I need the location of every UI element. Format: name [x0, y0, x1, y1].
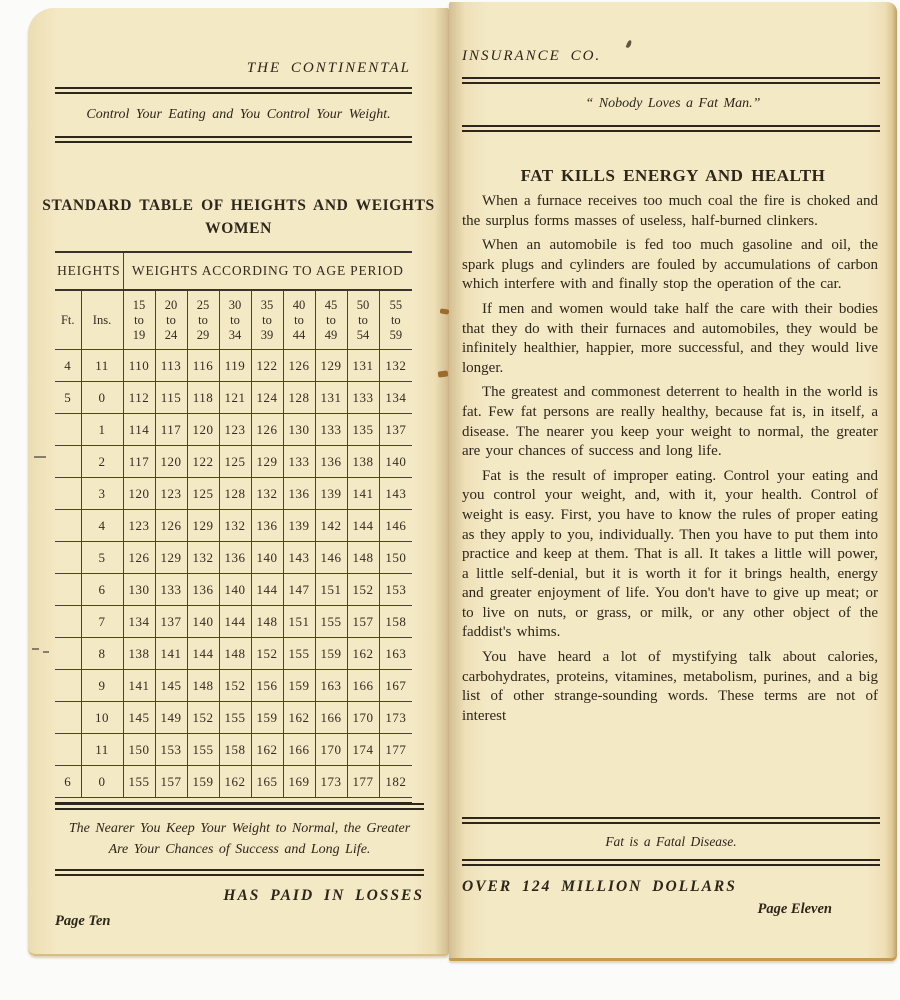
margin-pencil-mark — [32, 648, 39, 650]
table-cell: 173 — [315, 766, 347, 798]
table-row — [55, 766, 412, 798]
table-cell: 7 — [81, 606, 123, 638]
table-row — [55, 414, 412, 446]
table-cell: 163 — [315, 670, 347, 702]
table-cell: 6 — [81, 574, 123, 606]
paragraph: Fat is the result of improper eating. Control your eating and you control your weight, and, with it, your health. Control of weight is easy. First, you have to know the rules of proper eating as they apply to you, individually. Then you have to put them into practice and keep at them. That is all. It takes a little will power, a little self-denial, but it is worth it for it brings health, energy and greater enjoyment of life. You don't have to give up meat; or to live on nuts, or grass, or milk, or any other object of the faddist's whims. — [462, 467, 878, 641]
table-cell: 136 — [315, 446, 347, 478]
table-title — [28, 197, 449, 238]
left-page-motto: Control Your Eating and You Control Your Weight. — [86, 107, 391, 122]
left-page-footer — [55, 803, 424, 930]
divider-rule — [55, 87, 412, 94]
footer-motto-line1: The Nearer You Keep Your Weight to Normal, the Greater — [68, 821, 411, 837]
table-cell: 133 — [315, 414, 347, 446]
table-cell: 110 — [123, 350, 155, 382]
table-cell: 170 — [347, 702, 379, 734]
footer-banner-right: OVER 124 MILLION DOLLARS — [462, 878, 737, 895]
table-cell: 132 — [251, 478, 283, 510]
table-cell: 169 — [283, 766, 315, 798]
table-row — [55, 382, 412, 414]
table-cell: 123 — [219, 414, 251, 446]
table-cell: 158 — [219, 734, 251, 766]
weights-table — [55, 251, 412, 798]
table-cell: 151 — [283, 606, 315, 638]
table-cell — [55, 638, 81, 670]
table-cell: 130 — [283, 414, 315, 446]
table-cell — [55, 670, 81, 702]
table-cell: 0 — [81, 382, 123, 414]
page-number-right: Page Eleven — [757, 901, 832, 917]
table-cell: 6 — [55, 766, 81, 798]
table-cell: 126 — [251, 414, 283, 446]
divider-rule — [462, 859, 880, 866]
table-cell: 129 — [251, 446, 283, 478]
table-cell: 120 — [187, 414, 219, 446]
table-cell: 140 — [187, 606, 219, 638]
table-cell: 140 — [379, 446, 412, 478]
table-cell: 138 — [123, 638, 155, 670]
divider-rule — [55, 803, 424, 810]
table-cell: 166 — [315, 702, 347, 734]
table-cell: 132 — [187, 542, 219, 574]
table-cell — [55, 414, 81, 446]
paragraph: When an automobile is fed too much gasoline and oil, the spark plugs and cylinders are fouled by accumulations of carbon which interfere with and finally stop the operation of the car. — [462, 237, 878, 293]
table-cell: 10 — [81, 702, 123, 734]
table-row — [55, 606, 412, 638]
table-cell: 9 — [81, 670, 123, 702]
table-cell — [55, 542, 81, 574]
table-cell: 167 — [379, 670, 412, 702]
table-cell — [55, 510, 81, 542]
table-cell — [55, 702, 81, 734]
table-cell: 3 — [81, 478, 123, 510]
table-cell: 113 — [155, 350, 187, 382]
age-column-header: 15 to 19 — [123, 290, 155, 350]
table-cell: 130 — [123, 574, 155, 606]
running-head-right: INSURANCE CO. — [462, 48, 602, 64]
table-cell: 141 — [123, 670, 155, 702]
table-cell: 146 — [379, 510, 412, 542]
table-cell: 140 — [219, 574, 251, 606]
table-cell: 4 — [64, 357, 72, 373]
divider-rule — [462, 817, 880, 824]
table-cell: 182 — [379, 766, 412, 798]
table-cell: 156 — [251, 670, 283, 702]
table-cell: 133 — [283, 446, 315, 478]
divider-rule — [462, 77, 880, 84]
age-column-header: 50 to 54 — [347, 290, 379, 350]
table-cell — [55, 574, 81, 606]
table-cell: 132 — [379, 350, 412, 382]
binding-staple-mark — [438, 370, 449, 377]
age-column-header: 30 to 34 — [219, 290, 251, 350]
table-cell: 11 — [81, 350, 123, 382]
table-cell: 134 — [379, 382, 412, 414]
table-cell: 116 — [187, 350, 219, 382]
table-cell: 143 — [283, 542, 315, 574]
table-cell: 140 — [251, 542, 283, 574]
table-cell: 155 — [123, 766, 155, 798]
table-cell: 121 — [219, 382, 251, 414]
margin-pencil-mark — [43, 651, 49, 653]
table-cell: 166 — [347, 670, 379, 702]
table-cell: 1 — [81, 414, 123, 446]
table-cell: 152 — [187, 702, 219, 734]
right-page-footer — [462, 817, 880, 918]
table-cell: 162 — [347, 638, 379, 670]
table-cell: 155 — [283, 638, 315, 670]
table-cell: 141 — [347, 478, 379, 510]
paragraph: If men and women would take half the care with their bodies that they do with their furnaces and automobiles, they would be infinitely healthier, happier, more successful, and they would live longer. — [462, 300, 878, 376]
table-cell: 147 — [283, 574, 315, 606]
table-cell: 8 — [81, 638, 123, 670]
table-cell: 153 — [155, 734, 187, 766]
table-cell: 117 — [123, 446, 155, 478]
age-column-header: 55 to 59 — [379, 290, 412, 350]
age-column-header: 45 to 49 — [315, 290, 347, 350]
margin-pencil-mark — [34, 456, 46, 458]
footer-motto — [55, 819, 424, 860]
table-cell: 129 — [187, 510, 219, 542]
age-column-header: 40 to 44 — [283, 290, 315, 350]
page-number-left: Page Ten — [55, 913, 111, 929]
table-cell: 133 — [155, 574, 187, 606]
table-cell: 170 — [315, 734, 347, 766]
table-cell: 155 — [315, 606, 347, 638]
table-cell: 131 — [315, 382, 347, 414]
paragraph: The greatest and commonest deterrent to health in the world is fat. Few fat persons are really healthy, because fat is, in itself, a disease. The nearer you keep your weight to normal, the greater are your chances of success and long life. — [462, 384, 878, 460]
table-cell: 159 — [315, 638, 347, 670]
table-cell: 162 — [283, 702, 315, 734]
binding-staple-mark — [440, 308, 450, 314]
table-cell — [55, 734, 81, 766]
table-cell: 124 — [251, 382, 283, 414]
table-cell: 133 — [347, 382, 379, 414]
column-header: Ins. — [81, 290, 123, 350]
table-row — [55, 350, 412, 382]
table-cell: 165 — [251, 766, 283, 798]
table-cell: 119 — [219, 350, 251, 382]
table-cell: 128 — [219, 478, 251, 510]
table-cell: 137 — [155, 606, 187, 638]
table-cell: 138 — [347, 446, 379, 478]
table-cell: 125 — [219, 446, 251, 478]
table-cell: 122 — [187, 446, 219, 478]
age-column-header: 25 to 29 — [187, 290, 219, 350]
table-cell: 157 — [155, 766, 187, 798]
table-cell — [55, 606, 81, 638]
table-cell: 144 — [347, 510, 379, 542]
table-cell: 158 — [379, 606, 412, 638]
table-cell: 112 — [123, 382, 155, 414]
table-cell: 132 — [219, 510, 251, 542]
table-title-line1: STANDARD TABLE OF HEIGHTS AND WEIGHTS — [42, 197, 435, 214]
table-cell: 143 — [379, 478, 412, 510]
table-cell: 123 — [155, 478, 187, 510]
table-cell: 4 — [81, 510, 123, 542]
table-cell: 148 — [187, 670, 219, 702]
table-cell: 173 — [379, 702, 412, 734]
table-cell: 166 — [283, 734, 315, 766]
table-row — [55, 574, 412, 606]
table-row — [55, 670, 412, 702]
table-cell: 139 — [315, 478, 347, 510]
table-cell: 2 — [81, 446, 123, 478]
divider-rule — [462, 125, 880, 132]
paragraph: You have heard a lot of mystifying talk about calories, carbohydrates, proteins, vitamines, metabolism, purines, and a big list of other strange-sounding words. These terms are not of interest — [462, 649, 878, 724]
table-row — [55, 702, 412, 734]
heights-group-header: HEIGHTS — [55, 252, 123, 290]
footer-motto-right: Fat is a Fatal Disease. — [605, 834, 737, 849]
table-cell: 153 — [379, 574, 412, 606]
table-cell: 149 — [155, 702, 187, 734]
right-page-motto: “ Nobody Loves a Fat Man.” — [585, 96, 761, 111]
table-cell: 152 — [347, 574, 379, 606]
table-cell: 136 — [251, 510, 283, 542]
table-cell: 159 — [187, 766, 219, 798]
article-heading: FAT KILLS ENERGY AND HEALTH — [520, 166, 826, 185]
table-cell: 152 — [219, 670, 251, 702]
table-cell: 139 — [283, 510, 315, 542]
page-right — [449, 2, 897, 961]
table-cell — [55, 446, 81, 478]
table-row — [55, 542, 412, 574]
column-header: Ft. — [55, 290, 81, 350]
table-cell: 136 — [283, 478, 315, 510]
footer-motto-line2: Are Your Chances of Success and Long Life. — [108, 841, 371, 857]
table-cell: 129 — [315, 350, 347, 382]
table-cell: 128 — [283, 382, 315, 414]
table-cell: 145 — [155, 670, 187, 702]
running-head-left: THE CONTINENTAL — [246, 60, 411, 76]
table-cell: 155 — [187, 734, 219, 766]
table-cell: 120 — [155, 446, 187, 478]
table-row — [55, 446, 412, 478]
table-cell: 144 — [251, 574, 283, 606]
table-row — [55, 478, 412, 510]
table-cell: 120 — [123, 478, 155, 510]
table-cell: 148 — [219, 638, 251, 670]
table-row — [55, 638, 412, 670]
table-cell: 0 — [81, 766, 123, 798]
table-cell: 146 — [315, 542, 347, 574]
paragraph: When a furnace receives too much coal the fire is choked and the surplus forms masses of useless, half-burned clinkers. — [462, 193, 878, 229]
table-cell: 152 — [251, 638, 283, 670]
table-cell: 135 — [347, 414, 379, 446]
table-cell: 115 — [155, 382, 187, 414]
table-cell: 159 — [251, 702, 283, 734]
table-cell: 126 — [123, 542, 155, 574]
table-cell: 151 — [315, 574, 347, 606]
weights-group-header: WEIGHTS ACCORDING TO AGE PERIOD — [123, 252, 412, 290]
table-cell: 117 — [155, 414, 187, 446]
age-column-header: 20 to 24 — [155, 290, 187, 350]
divider-rule — [55, 869, 424, 876]
table-cell: 157 — [347, 606, 379, 638]
table-cell: 131 — [347, 350, 379, 382]
table-cell: 129 — [155, 542, 187, 574]
table-cell: 177 — [379, 734, 412, 766]
table-cell: 141 — [155, 638, 187, 670]
table-cell: 134 — [123, 606, 155, 638]
table-cell: 145 — [123, 702, 155, 734]
table-cell — [55, 478, 81, 510]
table-cell: 155 — [219, 702, 251, 734]
footer-banner-left: HAS PAID IN LOSSES — [223, 887, 424, 904]
table-cell: 159 — [283, 670, 315, 702]
table-cell: 163 — [379, 638, 412, 670]
table-cell: 148 — [251, 606, 283, 638]
table-cell: 118 — [187, 382, 219, 414]
table-cell: 162 — [219, 766, 251, 798]
table-cell: 11 — [81, 734, 123, 766]
table-cell: 123 — [123, 510, 155, 542]
divider-rule — [55, 136, 412, 143]
table-cell: 148 — [347, 542, 379, 574]
table-cell: 114 — [123, 414, 155, 446]
table-cell: 142 — [315, 510, 347, 542]
table-cell: 144 — [219, 606, 251, 638]
age-column-header: 35 to 39 — [251, 290, 283, 350]
article-paragraphs — [462, 192, 878, 816]
table-cell: 150 — [379, 542, 412, 574]
table-cell: 5 — [55, 382, 81, 414]
table-cell: 136 — [219, 542, 251, 574]
table-cell: 126 — [155, 510, 187, 542]
table-title-line2: WOMEN — [205, 220, 272, 237]
table-cell: 126 — [283, 350, 315, 382]
table-cell: 144 — [187, 638, 219, 670]
table-cell: 125 — [187, 478, 219, 510]
table-cell: 136 — [187, 574, 219, 606]
table-cell: 122 — [251, 350, 283, 382]
table-cell: 5 — [81, 542, 123, 574]
table-cell: 137 — [379, 414, 412, 446]
table-cell: 174 — [347, 734, 379, 766]
table-cell: 150 — [123, 734, 155, 766]
table-cell: 162 — [251, 734, 283, 766]
table-row — [55, 510, 412, 542]
page-left — [28, 8, 449, 956]
table-row — [55, 734, 412, 766]
table-cell: 177 — [347, 766, 379, 798]
